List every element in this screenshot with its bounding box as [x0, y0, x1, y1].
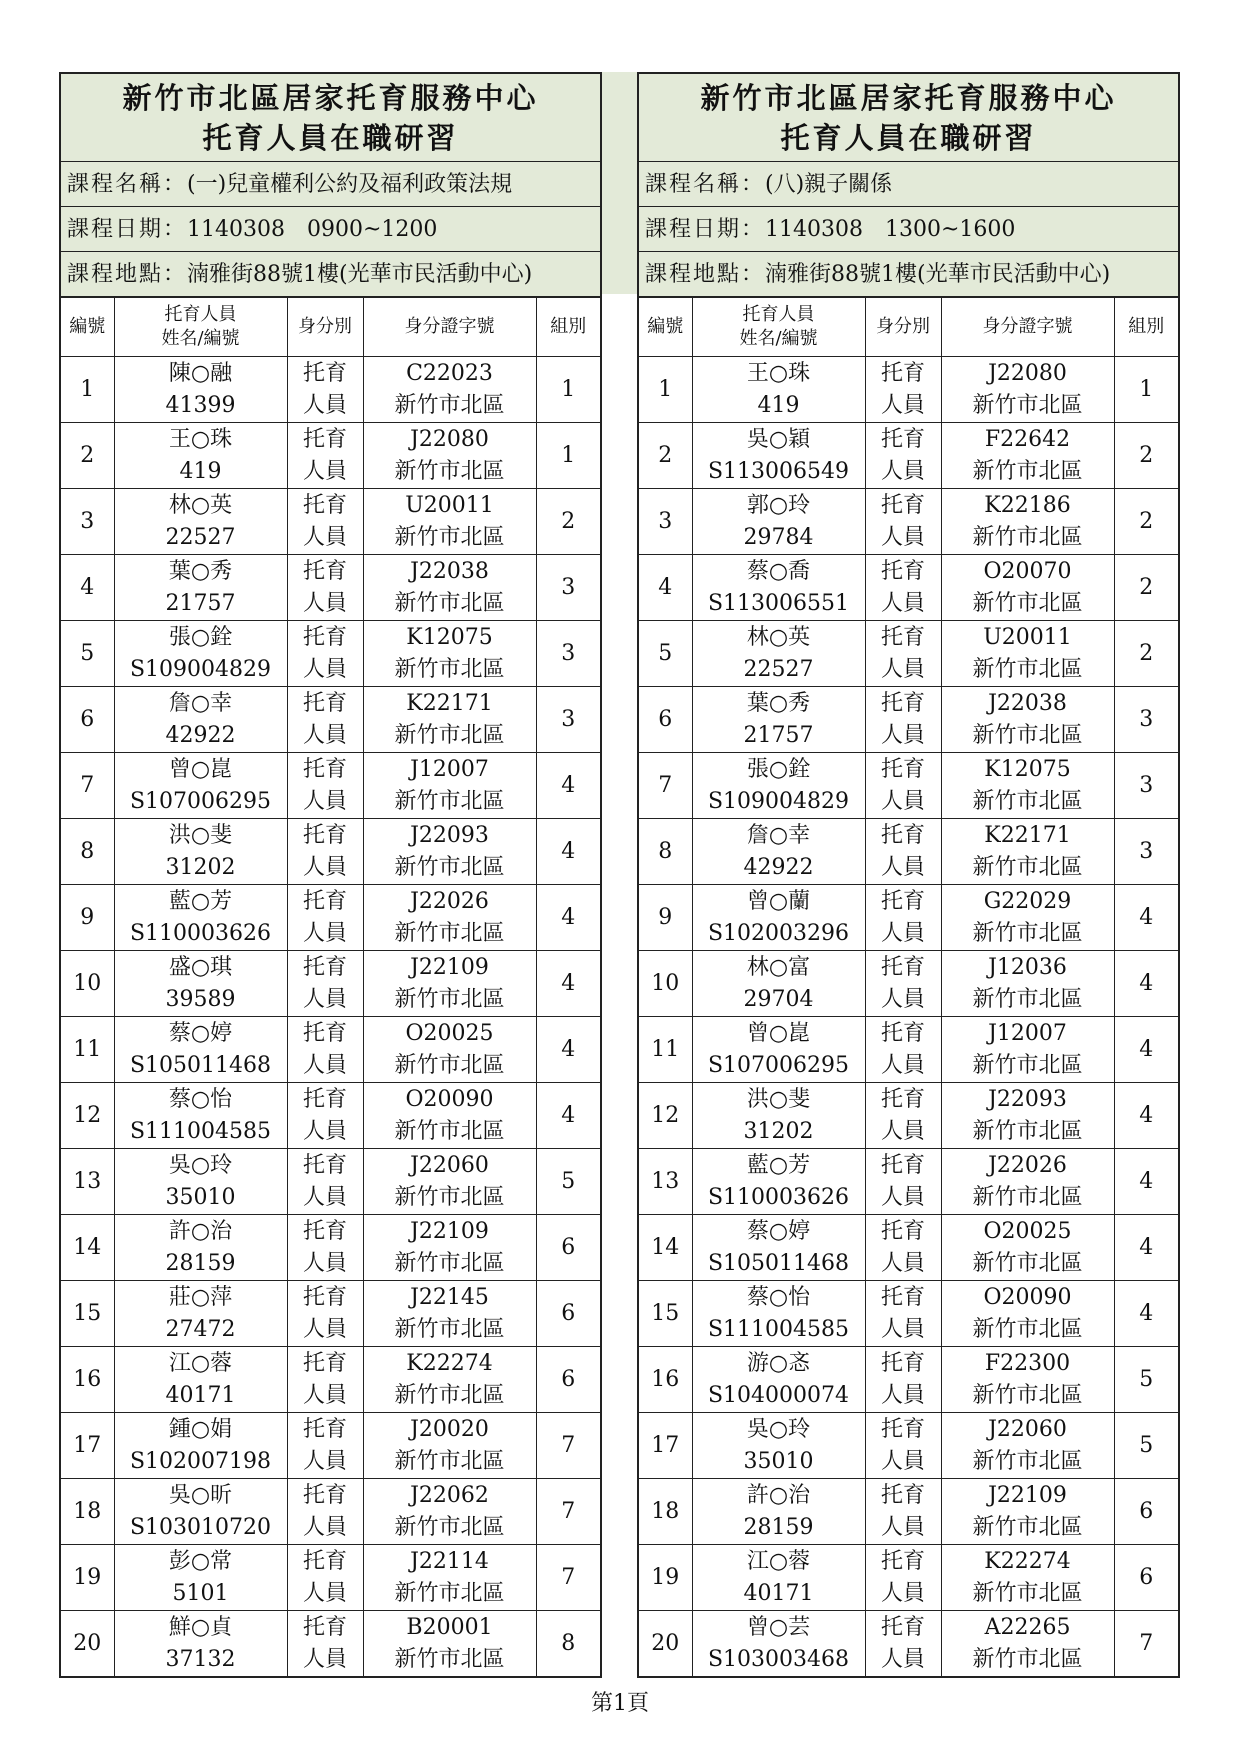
col-role-cell: 托育 人員	[287, 1413, 363, 1479]
col-number-cell: 5	[639, 621, 692, 687]
col-group-cell: 3	[536, 621, 600, 687]
col-number-cell: 19	[639, 1545, 692, 1611]
table-row	[639, 1479, 1178, 1545]
col-group-cell: 4	[1114, 1215, 1178, 1281]
course-name: (一)兒童權利公約及福利政策法規	[187, 172, 513, 197]
col-group-cell: 7	[536, 1545, 600, 1611]
course-date-row	[639, 207, 1178, 252]
col-role-cell: 托育 人員	[865, 1479, 941, 1545]
col-name-cell: 吳○玲 35010	[692, 1413, 865, 1479]
col-number-cell: 8	[61, 819, 114, 885]
col-role-cell: 托育 人員	[287, 621, 363, 687]
col-name-cell: 許○治 28159	[692, 1479, 865, 1545]
col-role-cell: 托育 人員	[287, 753, 363, 819]
table-row	[639, 1347, 1178, 1413]
col-role-cell: 托育 人員	[865, 555, 941, 621]
col-role-cell: 托育 人員	[287, 555, 363, 621]
col-group-cell: 4	[536, 753, 600, 819]
col-number-cell: 14	[61, 1215, 114, 1281]
col-role-cell: 托育 人員	[865, 753, 941, 819]
col-number-cell: 10	[639, 951, 692, 1017]
panel-title	[61, 74, 600, 162]
table-row	[639, 885, 1178, 951]
table-row	[639, 951, 1178, 1017]
col-id-cell: F22642 新竹市北區	[941, 423, 1114, 489]
col-number-cell: 17	[61, 1413, 114, 1479]
course-date-label: 課程日期：	[67, 217, 188, 242]
col-name-cell: 鍾○娟 S102007198	[114, 1413, 287, 1479]
table-row	[61, 555, 600, 621]
col-id-cell: J22109 新竹市北區	[363, 951, 536, 1017]
col-group-cell: 4	[1114, 951, 1178, 1017]
attendee-table	[639, 297, 1178, 1676]
col-name-cell: 莊○萍 27472	[114, 1281, 287, 1347]
course-place: 湳雅街88號1樓(光華市民活動中心)	[765, 262, 1111, 287]
table-header	[61, 298, 600, 357]
col-number-cell: 19	[61, 1545, 114, 1611]
table-row	[61, 885, 600, 951]
col-name-cell: 曾○芸 S103003468	[692, 1611, 865, 1677]
col-number-cell: 17	[639, 1413, 692, 1479]
course-date: 1140308 1300~1600	[765, 217, 1016, 242]
course-date-row	[61, 207, 600, 252]
col-number-cell: 7	[639, 753, 692, 819]
col-id-cell: J22080 新竹市北區	[941, 357, 1114, 423]
col-number-cell: 12	[639, 1083, 692, 1149]
col-name-cell: 葉○秀 21757	[692, 687, 865, 753]
col-id-cell: U20011 新竹市北區	[941, 621, 1114, 687]
col-number-cell: 10	[61, 951, 114, 1017]
table-row	[61, 1611, 600, 1677]
col-number-cell: 20	[639, 1611, 692, 1677]
title-line-2: 托育人員在職研習	[780, 121, 1037, 155]
table-row	[639, 357, 1178, 423]
header-row	[61, 298, 600, 357]
col-group-cell: 6	[1114, 1479, 1178, 1545]
col-number-cell: 9	[639, 885, 692, 951]
col-number-cell: 4	[639, 555, 692, 621]
table-row	[639, 1149, 1178, 1215]
col-role-cell: 托育 人員	[287, 1611, 363, 1677]
col-name-cell: 曾○蘭 S102003296	[692, 885, 865, 951]
col-number-cell: 6	[639, 687, 692, 753]
col-group-cell: 3	[536, 555, 600, 621]
col-name-cell: 許○治 28159	[114, 1215, 287, 1281]
col-id-cell: J22038 新竹市北區	[941, 687, 1114, 753]
col-role-cell: 托育 人員	[287, 885, 363, 951]
col-id-cell: C22023 新竹市北區	[363, 357, 536, 423]
col-id-cell: G22029 新竹市北區	[941, 885, 1114, 951]
col-name-cell: 蔡○婷 S105011468	[692, 1215, 865, 1281]
col-name-header: 托育人員 姓名/編號	[692, 298, 865, 357]
col-name-cell: 曾○崑 S107006295	[114, 753, 287, 819]
col-id-cell: J22026 新竹市北區	[363, 885, 536, 951]
col-role-cell: 托育 人員	[865, 489, 941, 555]
col-id-cell: J22060 新竹市北區	[941, 1413, 1114, 1479]
col-group-cell: 7	[1114, 1611, 1178, 1677]
col-role-cell: 托育 人員	[865, 687, 941, 753]
course-name-label: 課程名稱：	[645, 172, 766, 197]
table-row	[61, 1083, 600, 1149]
col-id-cell: O20025 新竹市北區	[941, 1215, 1114, 1281]
col-id-cell: J22038 新竹市北區	[363, 555, 536, 621]
course-place-row	[61, 252, 600, 297]
col-id-cell: U20011 新竹市北區	[363, 489, 536, 555]
table-row	[61, 1215, 600, 1281]
col-role-cell: 托育 人員	[287, 1017, 363, 1083]
table-row	[639, 1611, 1178, 1677]
col-number-cell: 2	[639, 423, 692, 489]
col-name-cell: 張○銓 S109004829	[692, 753, 865, 819]
col-group-cell: 8	[536, 1611, 600, 1677]
col-id-header: 身分證字號	[941, 298, 1114, 357]
table-row	[639, 555, 1178, 621]
col-role-cell: 托育 人員	[287, 423, 363, 489]
col-number-cell: 9	[61, 885, 114, 951]
col-group-cell: 6	[536, 1347, 600, 1413]
col-id-cell: J12036 新竹市北區	[941, 951, 1114, 1017]
table-row	[61, 1413, 600, 1479]
col-number-cell: 12	[61, 1083, 114, 1149]
col-number-header: 編號	[61, 298, 114, 357]
page-number: 第1頁	[591, 1691, 649, 1716]
col-role-cell: 托育 人員	[865, 1281, 941, 1347]
header-row	[639, 298, 1178, 357]
col-role-cell: 托育 人員	[865, 885, 941, 951]
table-row	[639, 1281, 1178, 1347]
col-role-cell: 托育 人員	[865, 951, 941, 1017]
col-number-cell: 3	[639, 489, 692, 555]
table-row	[639, 423, 1178, 489]
col-name-cell: 蔡○怡 S111004585	[114, 1083, 287, 1149]
table-row	[639, 621, 1178, 687]
col-id-cell: J22145 新竹市北區	[363, 1281, 536, 1347]
col-id-cell: O20090 新竹市北區	[941, 1281, 1114, 1347]
col-id-cell: J12007 新竹市北區	[363, 753, 536, 819]
col-group-cell: 4	[536, 951, 600, 1017]
col-id-cell: J22093 新竹市北區	[941, 1083, 1114, 1149]
table-row	[61, 621, 600, 687]
column-separator	[602, 72, 637, 294]
col-name-cell: 盛○琪 39589	[114, 951, 287, 1017]
col-group-cell: 3	[536, 687, 600, 753]
col-id-cell: K22171 新竹市北區	[941, 819, 1114, 885]
col-id-cell: A22265 新竹市北區	[941, 1611, 1114, 1677]
col-group-cell: 5	[1114, 1413, 1178, 1479]
col-number-cell: 18	[639, 1479, 692, 1545]
col-number-cell: 13	[61, 1149, 114, 1215]
col-role-cell: 托育 人員	[287, 1083, 363, 1149]
col-name-cell: 蔡○喬 S113006551	[692, 555, 865, 621]
col-role-cell: 托育 人員	[287, 1545, 363, 1611]
col-role-cell: 托育 人員	[287, 1479, 363, 1545]
table-row	[639, 489, 1178, 555]
col-name-cell: 游○忞 S104000074	[692, 1347, 865, 1413]
col-group-header: 組別	[1114, 298, 1178, 357]
col-number-cell: 16	[639, 1347, 692, 1413]
col-group-cell: 4	[1114, 1149, 1178, 1215]
table-header	[639, 298, 1178, 357]
col-role-cell: 托育 人員	[865, 1611, 941, 1677]
col-id-cell: O20025 新竹市北區	[363, 1017, 536, 1083]
col-number-cell: 13	[639, 1149, 692, 1215]
table-row	[61, 423, 600, 489]
col-group-cell: 4	[1114, 885, 1178, 951]
col-id-cell: J22109 新竹市北區	[363, 1215, 536, 1281]
col-name-cell: 鮮○貞 37132	[114, 1611, 287, 1677]
col-number-header: 編號	[639, 298, 692, 357]
course-place: 湳雅街88號1樓(光華市民活動中心)	[187, 262, 533, 287]
course-panel-right	[637, 72, 1180, 1678]
table-body	[61, 357, 600, 1677]
col-group-cell: 2	[536, 489, 600, 555]
col-id-cell: F22300 新竹市北區	[941, 1347, 1114, 1413]
col-role-cell: 托育 人員	[865, 1545, 941, 1611]
col-name-cell: 林○英 22527	[114, 489, 287, 555]
table-row	[61, 1017, 600, 1083]
col-role-cell: 托育 人員	[287, 1347, 363, 1413]
table-row	[61, 753, 600, 819]
table-row	[61, 357, 600, 423]
col-id-cell: J22060 新竹市北區	[363, 1149, 536, 1215]
col-group-cell: 5	[1114, 1347, 1178, 1413]
course-name-row	[61, 162, 600, 207]
col-group-cell: 2	[1114, 621, 1178, 687]
col-id-cell: K12075 新竹市北區	[941, 753, 1114, 819]
col-number-cell: 5	[61, 621, 114, 687]
table-row	[61, 951, 600, 1017]
col-id-cell: K12075 新竹市北區	[363, 621, 536, 687]
col-group-cell: 3	[1114, 819, 1178, 885]
col-group-cell: 6	[536, 1215, 600, 1281]
col-number-cell: 15	[639, 1281, 692, 1347]
col-name-cell: 藍○芳 S110003626	[692, 1149, 865, 1215]
col-name-cell: 葉○秀 21757	[114, 555, 287, 621]
col-name-cell: 郭○玲 29784	[692, 489, 865, 555]
col-group-cell: 7	[536, 1479, 600, 1545]
table-row	[639, 687, 1178, 753]
title-line-1: 新竹市北區居家托育服務中心	[122, 81, 539, 115]
col-name-header: 托育人員 姓名/編號	[114, 298, 287, 357]
col-role-cell: 托育 人員	[865, 621, 941, 687]
col-name-cell: 江○蓉 40171	[114, 1347, 287, 1413]
col-group-cell: 3	[1114, 687, 1178, 753]
col-id-cell: J22093 新竹市北區	[363, 819, 536, 885]
col-name-cell: 王○珠 419	[692, 357, 865, 423]
col-group-cell: 1	[536, 423, 600, 489]
col-role-header: 身分別	[865, 298, 941, 357]
col-number-cell: 11	[61, 1017, 114, 1083]
col-role-cell: 托育 人員	[287, 1149, 363, 1215]
col-name-cell: 林○英 22527	[692, 621, 865, 687]
table-row	[639, 1215, 1178, 1281]
col-number-cell: 20	[61, 1611, 114, 1677]
col-role-cell: 托育 人員	[865, 1413, 941, 1479]
col-group-cell: 4	[1114, 1281, 1178, 1347]
col-role-cell: 托育 人員	[865, 1215, 941, 1281]
course-place-label: 課程地點：	[645, 262, 766, 287]
col-id-cell: K22274 新竹市北區	[363, 1347, 536, 1413]
col-number-cell: 1	[61, 357, 114, 423]
col-name-cell: 吳○穎 S113006549	[692, 423, 865, 489]
col-id-cell: J20020 新竹市北區	[363, 1413, 536, 1479]
col-number-cell: 11	[639, 1017, 692, 1083]
col-id-cell: O20070 新竹市北區	[941, 555, 1114, 621]
col-group-cell: 4	[536, 1083, 600, 1149]
col-group-cell: 3	[1114, 753, 1178, 819]
col-group-cell: 4	[1114, 1017, 1178, 1083]
col-name-cell: 蔡○婷 S105011468	[114, 1017, 287, 1083]
course-panel-left	[59, 72, 602, 1678]
col-name-cell: 彭○常 5101	[114, 1545, 287, 1611]
col-role-cell: 托育 人員	[287, 687, 363, 753]
col-name-cell: 藍○芳 S110003626	[114, 885, 287, 951]
col-number-cell: 2	[61, 423, 114, 489]
col-name-cell: 洪○斐 31202	[114, 819, 287, 885]
col-group-cell: 4	[536, 819, 600, 885]
col-group-header: 組別	[536, 298, 600, 357]
table-row	[61, 1149, 600, 1215]
col-role-cell: 托育 人員	[865, 423, 941, 489]
col-group-cell: 6	[1114, 1545, 1178, 1611]
table-row	[639, 819, 1178, 885]
col-name-cell: 王○珠 419	[114, 423, 287, 489]
table-row	[639, 1017, 1178, 1083]
col-role-cell: 托育 人員	[287, 1281, 363, 1347]
col-id-cell: B20001 新竹市北區	[363, 1611, 536, 1677]
panel-title	[639, 74, 1178, 162]
col-number-cell: 7	[61, 753, 114, 819]
col-id-cell: J22026 新竹市北區	[941, 1149, 1114, 1215]
col-name-cell: 詹○幸 42922	[692, 819, 865, 885]
col-name-cell: 洪○斐 31202	[692, 1083, 865, 1149]
table-row	[61, 1479, 600, 1545]
col-role-cell: 托育 人員	[287, 357, 363, 423]
col-id-cell: K22171 新竹市北區	[363, 687, 536, 753]
table-row	[639, 1413, 1178, 1479]
col-group-cell: 4	[536, 885, 600, 951]
col-id-cell: K22274 新竹市北區	[941, 1545, 1114, 1611]
col-id-cell: J22109 新竹市北區	[941, 1479, 1114, 1545]
col-role-cell: 托育 人員	[865, 1149, 941, 1215]
title-line-2: 托育人員在職研習	[202, 121, 459, 155]
col-name-cell: 吳○玲 35010	[114, 1149, 287, 1215]
course-date: 1140308 0900~1200	[187, 217, 438, 242]
col-group-cell: 2	[1114, 489, 1178, 555]
col-group-cell: 1	[1114, 357, 1178, 423]
col-id-cell: J22080 新竹市北區	[363, 423, 536, 489]
col-group-cell: 1	[536, 357, 600, 423]
col-name-cell: 曾○崑 S107006295	[692, 1017, 865, 1083]
col-role-cell: 托育 人員	[865, 819, 941, 885]
col-number-cell: 4	[61, 555, 114, 621]
course-date-label: 課程日期：	[645, 217, 766, 242]
course-name-label: 課程名稱：	[67, 172, 188, 197]
col-number-cell: 8	[639, 819, 692, 885]
col-id-cell: J12007 新竹市北區	[941, 1017, 1114, 1083]
course-place-row	[639, 252, 1178, 297]
col-name-cell: 張○銓 S109004829	[114, 621, 287, 687]
col-role-cell: 托育 人員	[865, 357, 941, 423]
col-number-cell: 14	[639, 1215, 692, 1281]
col-id-cell: O20090 新竹市北區	[363, 1083, 536, 1149]
col-group-cell: 4	[1114, 1083, 1178, 1149]
col-id-header: 身分證字號	[363, 298, 536, 357]
col-role-cell: 托育 人員	[287, 1215, 363, 1281]
table-row	[639, 1545, 1178, 1611]
attendee-table	[61, 297, 600, 1676]
table-row	[61, 489, 600, 555]
course-name: (八)親子關係	[765, 172, 893, 197]
col-role-cell: 托育 人員	[287, 489, 363, 555]
col-number-cell: 16	[61, 1347, 114, 1413]
col-number-cell: 18	[61, 1479, 114, 1545]
course-place-label: 課程地點：	[67, 262, 188, 287]
col-id-cell: J22062 新竹市北區	[363, 1479, 536, 1545]
col-number-cell: 15	[61, 1281, 114, 1347]
col-group-cell: 4	[536, 1017, 600, 1083]
col-name-cell: 蔡○怡 S111004585	[692, 1281, 865, 1347]
table-row	[61, 1545, 600, 1611]
table-row	[61, 687, 600, 753]
col-number-cell: 6	[61, 687, 114, 753]
col-id-cell: J22114 新竹市北區	[363, 1545, 536, 1611]
table-row	[61, 819, 600, 885]
col-number-cell: 3	[61, 489, 114, 555]
title-line-1: 新竹市北區居家托育服務中心	[700, 81, 1117, 115]
col-name-cell: 江○蓉 40171	[692, 1545, 865, 1611]
col-name-cell: 吳○昕 S103010720	[114, 1479, 287, 1545]
col-role-cell: 托育 人員	[287, 819, 363, 885]
col-group-cell: 2	[1114, 423, 1178, 489]
col-role-cell: 托育 人員	[287, 951, 363, 1017]
col-role-cell: 托育 人員	[865, 1347, 941, 1413]
col-role-cell: 托育 人員	[865, 1017, 941, 1083]
col-role-cell: 托育 人員	[865, 1083, 941, 1149]
col-group-cell: 5	[536, 1149, 600, 1215]
col-number-cell: 1	[639, 357, 692, 423]
col-name-cell: 林○富 29704	[692, 951, 865, 1017]
col-group-cell: 7	[536, 1413, 600, 1479]
table-row	[639, 1083, 1178, 1149]
col-name-cell: 陳○融 41399	[114, 357, 287, 423]
table-row	[61, 1281, 600, 1347]
table-body	[639, 357, 1178, 1677]
col-id-cell: K22186 新竹市北區	[941, 489, 1114, 555]
table-row	[61, 1347, 600, 1413]
col-group-cell: 2	[1114, 555, 1178, 621]
col-group-cell: 6	[536, 1281, 600, 1347]
table-row	[639, 753, 1178, 819]
col-name-cell: 詹○幸 42922	[114, 687, 287, 753]
course-name-row	[639, 162, 1178, 207]
col-role-header: 身分別	[287, 298, 363, 357]
